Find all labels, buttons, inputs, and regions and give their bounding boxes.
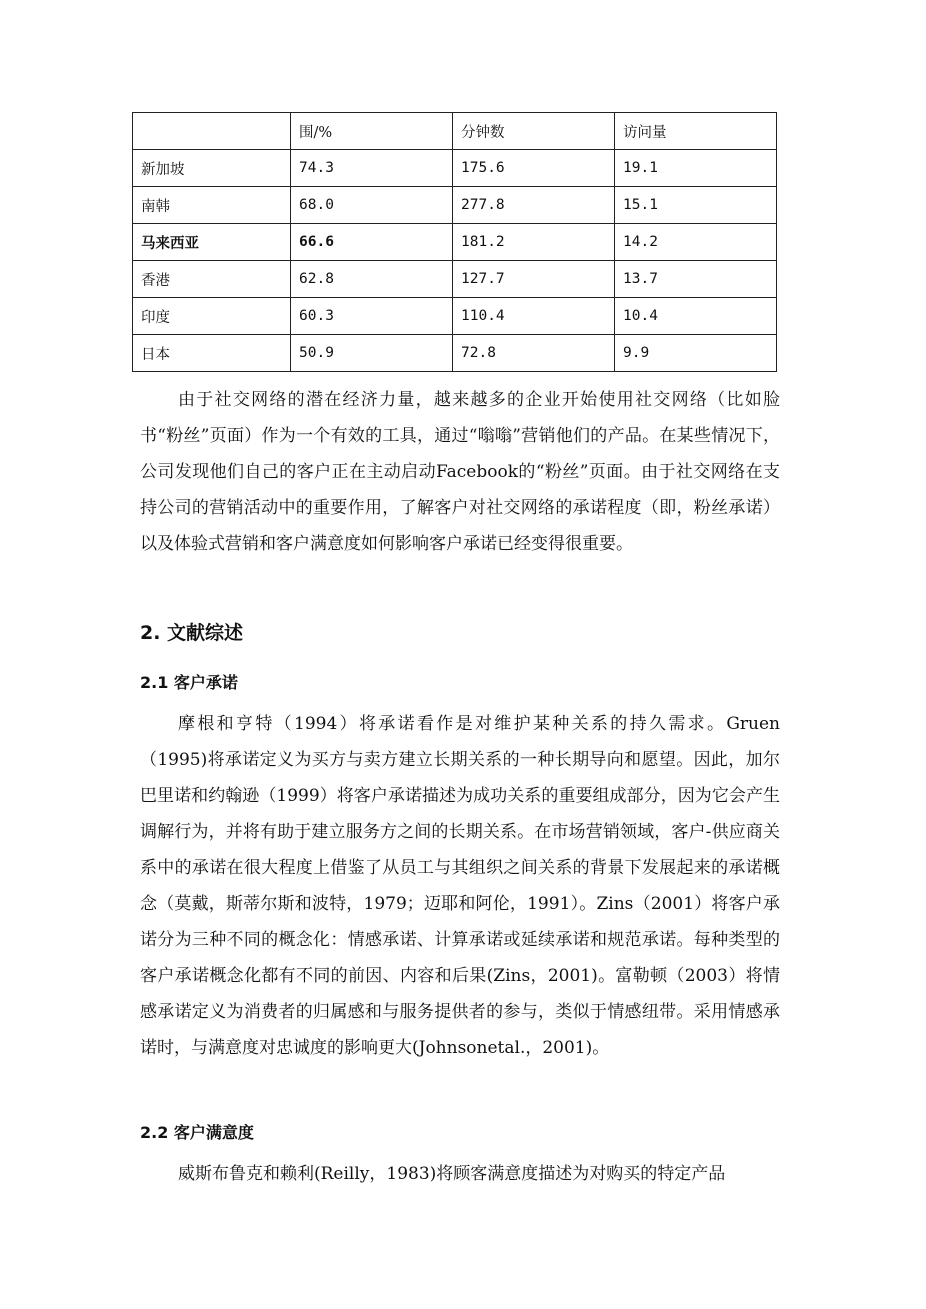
table-cell: 10.4 xyxy=(615,298,777,335)
table-row-highlighted xyxy=(133,224,777,261)
table-cell: 马来西亚 xyxy=(133,224,291,261)
stats-table xyxy=(132,112,777,372)
table-cell: 新加坡 xyxy=(133,150,291,187)
table-row xyxy=(133,261,777,298)
table-cell: 277.8 xyxy=(453,187,615,224)
table-row xyxy=(133,335,777,372)
table-cell: 50.9 xyxy=(291,335,453,372)
customer-satisfaction-paragraph: 威斯布鲁克和赖利(Reilly，1983)将顾客满意度描述为对购买的特定产品 xyxy=(178,1164,726,1184)
table-cell: 9.9 xyxy=(615,335,777,372)
table-row xyxy=(133,150,777,187)
table-header-row xyxy=(133,113,777,150)
subsection-heading-customer-satisfaction: 2.2 客户满意度 xyxy=(140,1123,254,1142)
table-cell: 72.8 xyxy=(453,335,615,372)
table-header-cell: 分钟数 xyxy=(453,113,615,150)
table-row xyxy=(133,298,777,335)
table-cell: 15.1 xyxy=(615,187,777,224)
customer-commitment-paragraph: 摩根和亨特（1994）将承诺看作是对维护某种关系的持久需求。Gruen（1995)将承诺定义为买方与卖方建立长期关系的一种长期导向和愿望。因此，加尔巴里诺和约翰逊（1999）将客户承诺描述为成功关系的重要组成部分，因为它会产生调解行为，并将有助于建立服务方之间的长期关系。在市场营销领域，客户-供应商关系中的承诺在很大程度上借鉴了从员工与其组织之间关系的背景下发展起来的承诺概念（莫戴，斯蒂尔斯和波特，1979；迈耶和阿伦，1991）。Zins（2001）将客户承诺分为三种不同的概念化：情感承诺、计算承诺或延续承诺和规范承诺。每种类型的客户承诺概念化都有不同的前因、内容和后果(Zins，2001)。富勒顿（2003）将情感承诺定义为消费者的归属感和与服务提供者的参与，类似于情感纽带。采用情感承诺时，与满意度对忠诚度的影响更大(Johnsonetal.，2001)。 xyxy=(140,714,780,1058)
table-cell: 印度 xyxy=(133,298,291,335)
table-row xyxy=(133,187,777,224)
intro-paragraph: 由于社交网络的潜在经济力量，越来越多的企业开始使用社交网络（比如脸书“粉丝”页面）作为一个有效的工具，通过“嗡嗡”营销他们的产品。在某些情况下，公司发现他们自己的客户正在主动启动Facebook的“粉丝”页面。由于社交网络在支持公司的营销活动中的重要作用，了解客户对社交网络的承诺程度（即，粉丝承诺）以及体验式营销和客户满意度如何影响客户承诺已经变得很重要。 xyxy=(140,390,780,554)
table-cell: 南韩 xyxy=(133,187,291,224)
table-cell: 60.3 xyxy=(291,298,453,335)
table-cell: 175.6 xyxy=(453,150,615,187)
table-cell: 香港 xyxy=(133,261,291,298)
table-cell: 13.7 xyxy=(615,261,777,298)
table-header-cell: 围/% xyxy=(291,113,453,150)
table-header-cell xyxy=(133,113,291,150)
table-header-cell: 访问量 xyxy=(615,113,777,150)
subsection-heading-customer-commitment: 2.1 客户承诺 xyxy=(140,673,238,692)
section-heading: 2. 文献综述 xyxy=(140,622,244,644)
table-cell: 19.1 xyxy=(615,150,777,187)
table-cell: 68.0 xyxy=(291,187,453,224)
table-cell: 日本 xyxy=(133,335,291,372)
table-cell: 181.2 xyxy=(453,224,615,261)
table-cell: 127.7 xyxy=(453,261,615,298)
table-cell: 62.8 xyxy=(291,261,453,298)
table-cell: 74.3 xyxy=(291,150,453,187)
table-cell: 14.2 xyxy=(615,224,777,261)
table-cell: 66.6 xyxy=(291,224,453,261)
table-cell: 110.4 xyxy=(453,298,615,335)
